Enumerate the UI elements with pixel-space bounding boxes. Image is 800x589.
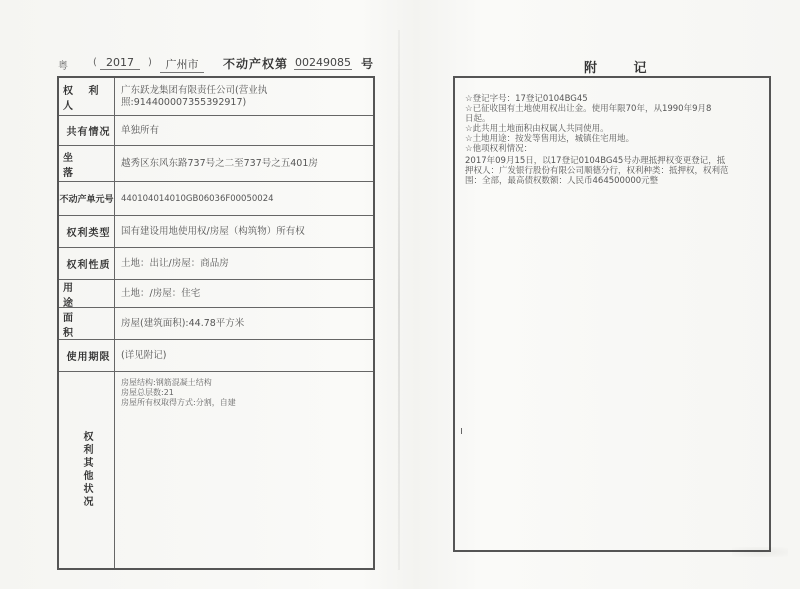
row-usage [59, 280, 373, 308]
label-unit-no: 不动产单元号 [59, 182, 115, 215]
header-year: 2017 [100, 56, 140, 70]
appendix-line: 围：全部，最高债权数额：人民币464500000元整 [465, 176, 659, 186]
appendix-line: ☆已征收国有土地使用权出让金。使用年限70年，从1990年9月8 [465, 104, 712, 114]
margin-mark [461, 428, 462, 434]
value-term: (详见附记) [121, 349, 167, 361]
value-unit-no: 440104014010GB06036F00050024 [121, 193, 274, 204]
appendix-line: 押权人：广发银行股份有限公司顺德分行，权利种类：抵押权，权利范 [465, 166, 729, 176]
page-fold [398, 30, 400, 570]
label-usage: 用 途 [59, 280, 115, 307]
label-location: 坐 落 [59, 146, 115, 181]
other-rights-line: 房屋所有权取得方式:分割，自建 [121, 398, 236, 407]
header-cert-no: 00249085 [295, 56, 351, 69]
value-usage: 土地：/房屋：住宅 [121, 287, 201, 299]
row-owner [59, 78, 373, 116]
header-title: 不动产权第 [223, 57, 289, 71]
row-unit-no [59, 182, 373, 216]
other-rights-line: 房屋结构:钢筋混凝土结构 [121, 378, 212, 387]
scan-smudge [732, 547, 788, 557]
appendix-line: 2017年09月15日，以17登记0104BG45号办理抵押权变更登记，抵 [465, 156, 726, 166]
value-right-type: 国有建设用地使用权/房屋（构筑物）所有权 [121, 225, 305, 237]
row-term [59, 340, 373, 372]
value-co-ownership: 单独所有 [121, 124, 160, 136]
appendix-line: 日起。 [465, 114, 491, 124]
appendix-line: ☆土地用途：按发等售用达，城镇住宅用地。 [465, 134, 635, 144]
header-prefix: 粤 [58, 61, 68, 72]
label-right-nature: 权利性质 [59, 248, 115, 279]
row-other-rights [59, 372, 373, 568]
value-area: 房屋(建筑面积):44.78平方米 [121, 317, 245, 329]
appendix-box [453, 76, 771, 552]
value-location: 越秀区东风东路737号之二至737号之五401房 [121, 157, 318, 169]
row-right-nature [59, 248, 373, 280]
value-other-rights [121, 372, 367, 574]
appendix-line: ☆他项权利情况： [465, 144, 533, 154]
appendix-line: ☆此共用土地面积由权属人共同使用。 [465, 124, 609, 134]
label-co-ownership: 共有情况 [59, 116, 115, 145]
other-rights-line: 房屋总层数:21 [121, 388, 174, 397]
label-term: 使用期限 [59, 340, 115, 371]
appendix-line: ☆登记字号：17登记0104BG45 [465, 94, 588, 104]
header-suffix: 号 [361, 57, 375, 71]
header-city: 广州市 [160, 56, 204, 73]
label-right-type: 权利类型 [59, 216, 115, 247]
label-owner: 权 利 人 [59, 78, 115, 115]
property-table [57, 76, 375, 570]
appendix-title: 附 记 [584, 61, 663, 76]
value-owner: 广东跃龙集团有限责任公司(营业执照:91440000735539291​7) [121, 84, 268, 108]
label-other-rights: 权利其他状况 [59, 372, 115, 568]
row-co-ownership [59, 116, 373, 146]
label-area: 面 积 [59, 308, 115, 339]
row-location [59, 146, 373, 182]
row-right-type [59, 216, 373, 248]
value-right-nature: 土地：出让/房屋：商品房 [121, 257, 229, 269]
row-area [59, 308, 373, 340]
